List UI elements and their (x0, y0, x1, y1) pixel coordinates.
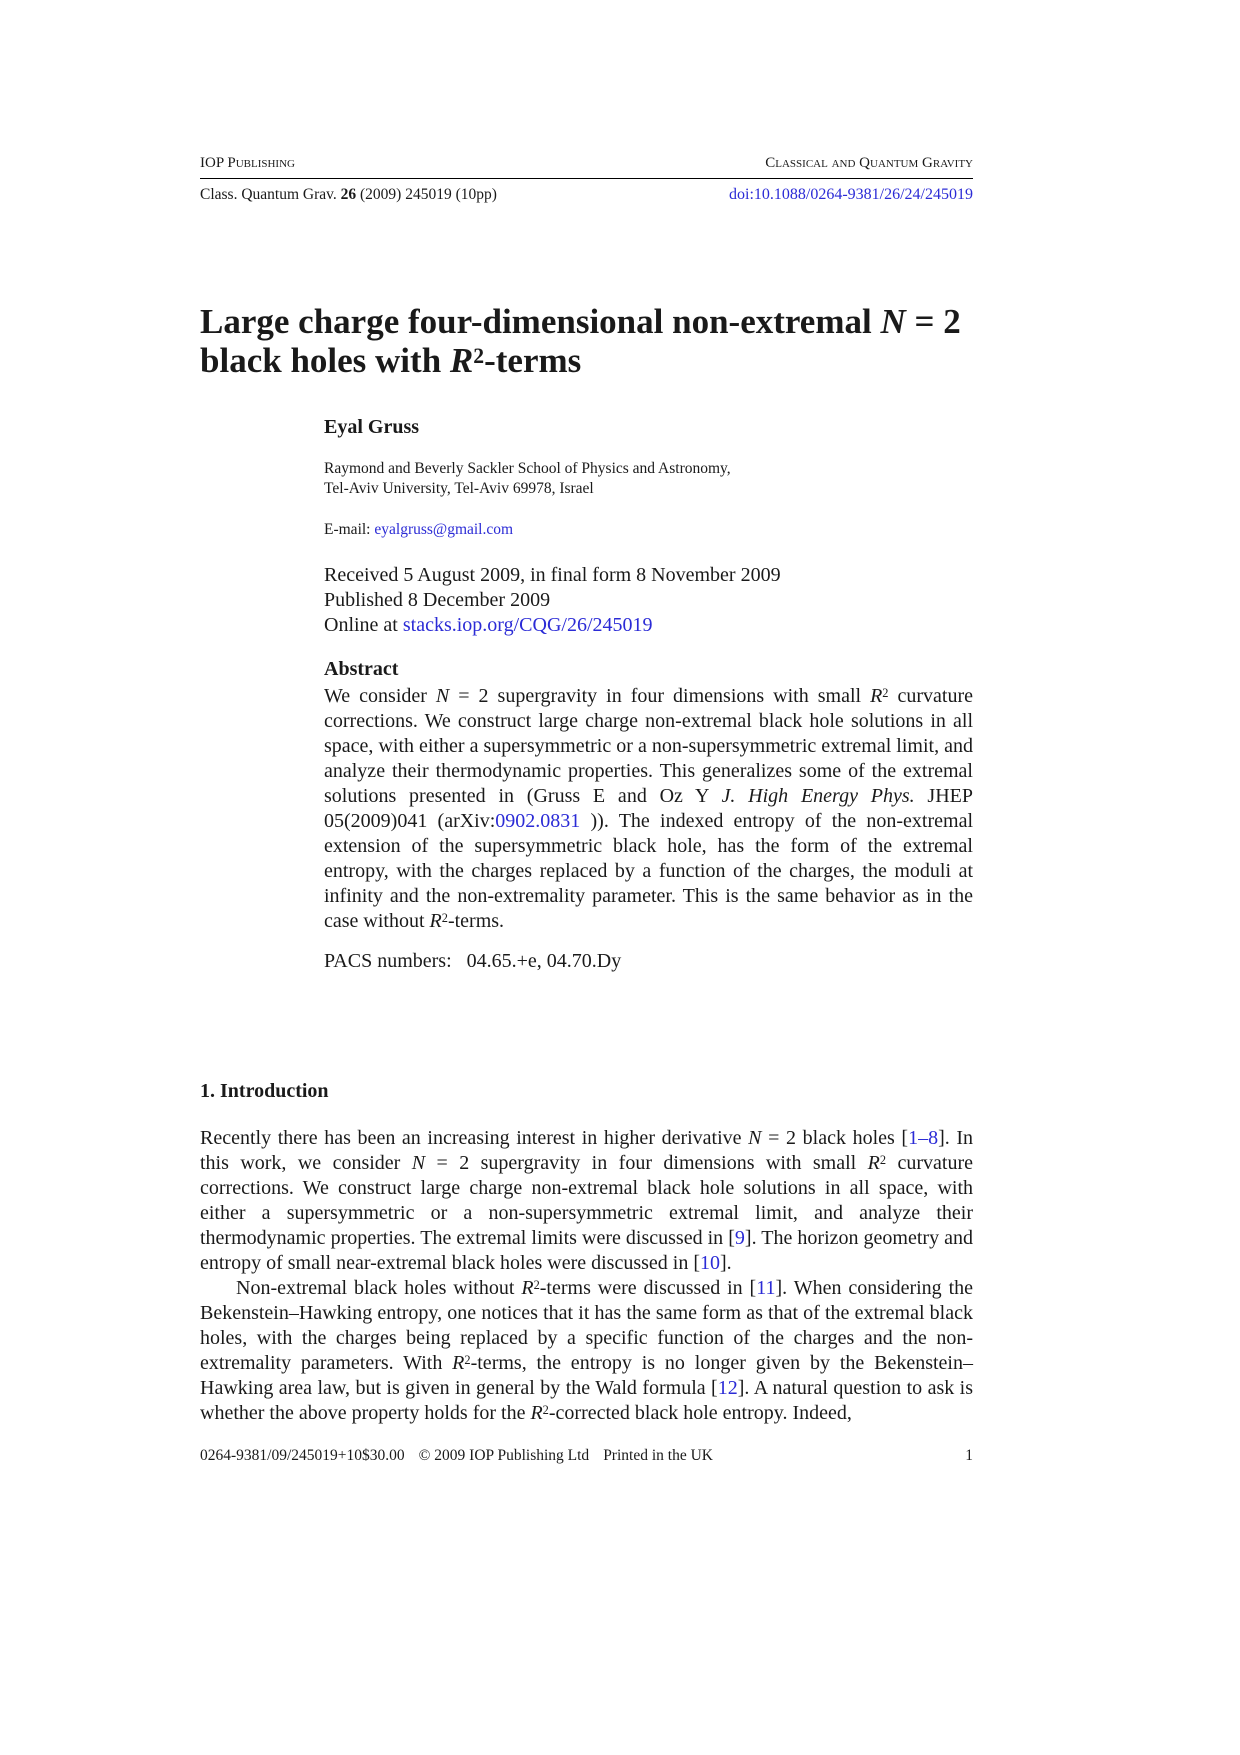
published-date: Published 8 December 2009 (324, 589, 551, 611)
online-url-link[interactable]: stacks.iop.org/CQG/26/245019 (402, 614, 653, 636)
email-link[interactable]: eyalgruss@gmail.com (374, 521, 514, 538)
page-footer (200, 1447, 713, 1465)
header-rule (200, 178, 973, 179)
author-name: Eyal Gruss (324, 416, 420, 438)
ref-link[interactable]: 10 (699, 1252, 720, 1274)
online-location: Online at stacks.iop.org/CQG/26/245019 (324, 614, 653, 636)
pacs-numbers: PACS numbers: 04.65.+e, 04.70.Dy (324, 950, 622, 972)
abstract-heading: Abstract (324, 658, 399, 680)
received-date: Received 5 August 2009, in final form 8 November 2009 (324, 564, 781, 586)
intro-paragraph-1: Recently there has been an increasing interest in higher derivative N = 2 black holes [1–8]. In this work, we consider N = 2 supergravity in four dimensions with small $R^2$ curvature corrections. We construct large charge non-extremal black hole solutions in all space, with either a supersymmetric or a non-supersymmetric extremal limit, and analyze their thermodynamic properties. The extremal limits were discussed in [9]. The horizon geometry and entropy of small near-extremal black holes were discussed in [10]. (200, 1127, 974, 1274)
author-email: E-mail: eyalgruss@gmail.com (324, 521, 514, 538)
doi-link[interactable]: doi:10.1088/0264-9381/26/24/245019 (729, 186, 973, 203)
publication-dates (324, 563, 781, 638)
ref-link[interactable]: 11 (756, 1277, 776, 1299)
abstract-text: We consider N = 2 supergravity in four dimensions with small $R^2$ curvature corrections. We construct large charge non-extremal black hole solutions in all space, with either a supersymmetric or a non-supersymmetric extremal limit, and analyze their thermodynamic properties. This generalizes some of the extremal solutions presented in (Gruss E and Oz Y J. High Energy Phys. JHEP 05(2009)041 (arXiv:0902.0831 )). The indexed entropy of the non-extremal extension of the supersymmetric black hole, has the form of the extremal entropy, with the charges replaced by a function of the charges, the moduli at infinity and the non-extremality parameter. This is the same behavior as in the case without $R^2$-terms. (324, 685, 974, 932)
journal-citation: Class. Quantum Grav. 26 (2009) 245019 (10pp) (200, 186, 497, 203)
copyright-notice: © 2009 IOP Publishing Ltd (418, 1447, 590, 1464)
printed-notice: Printed in the UK (603, 1447, 713, 1464)
ref-link[interactable]: 1–8 (908, 1127, 939, 1149)
publisher-name: IOP Publishing (200, 155, 295, 171)
intro-paragraph-2: Non-extremal black holes without $R^2$-terms were discussed in [11]. When considering the Bekenstein–Hawking entropy, one notices that it has the same form as that of the extremal black holes, with the charges being replaced by a specific function of the charges and the non-extremality parameters. With $R^2$-terms, the entropy is no longer given by the Bekenstein–Hawking area law, but is given in general by the Wald formula [12]. A natural question to ask is whether the above property holds for the $R^2$-corrected black hole entropy. Indeed, (200, 1277, 973, 1424)
arxiv-link[interactable]: 0902.0831 (495, 810, 581, 832)
body-text (200, 1126, 973, 1426)
affiliation: Raymond and Beverly Sackler School of Physics and Astronomy, Tel-Aviv University, Tel-Aviv 69978, Israel (324, 460, 731, 497)
paper-title: Large charge four-dimensional non-extremal N = 2 black holes with $R^2$-terms (200, 302, 961, 380)
ref-link[interactable]: 9 (734, 1227, 745, 1249)
journal-name: Classical and Quantum Gravity (765, 155, 973, 171)
issn-code: 0264-9381/09/245019+10$30.00 (200, 1447, 405, 1464)
section-heading: 1. Introduction (200, 1080, 329, 1102)
page-number: 1 (965, 1447, 973, 1464)
ref-link[interactable]: 12 (717, 1377, 738, 1399)
